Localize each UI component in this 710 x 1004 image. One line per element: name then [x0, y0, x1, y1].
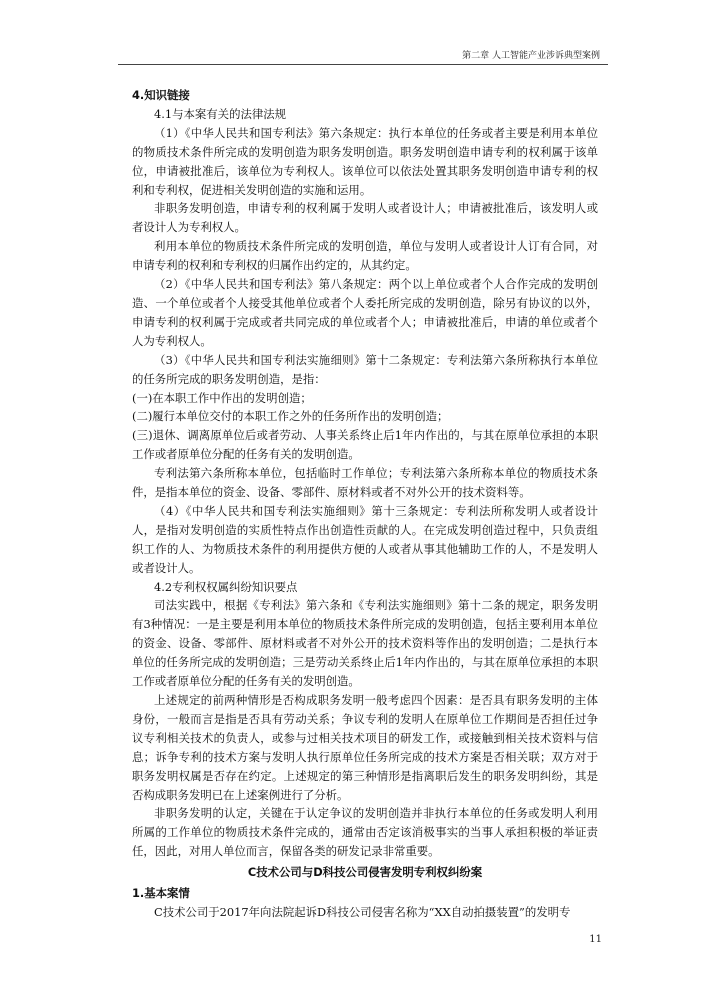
document-body	[132, 84, 598, 922]
paragraph-judicial-practice: 司法实践中，根据《专利法》第六条和《专利法实施细则》第十二条的规定，职务发明有3种情况：一是主要是利用本单位的物质技术条件所完成的发明创造，包括主要利用本单位的资金、设备、零部件、原材料或者不对外公开的技术资料等作出的发明创造；二是执行本单位的任务所完成的发明创造；三是劳动关系终止后1年内作出的，与其在原单位承担的本职工作或者原单位分配的任务有关的发明创造。	[132, 598, 598, 689]
section-heading-knowledge-link: 4.知识链接	[132, 88, 190, 102]
case-title: C技术公司与D科技公司侵害发明专利权纠纷案	[247, 865, 483, 880]
paragraph-unit-definition: 专利法第六条所称本单位，包括临时工作单位；专利法第六条所称本单位的物质技术条件，是指本单位的资金、设备、零部件、原材料或者不对外公开的技术资料等。	[132, 466, 598, 500]
running-header: 第二章 人工智能产业涉诉典型案例	[462, 51, 600, 61]
list-item-1: (一)在本职工作中作出的发明创造；	[132, 390, 312, 405]
paragraph-non-service-determination: 非职务发明的认定，关键在于认定争议的发明创造并非执行本单位的任务或发明人利用所属的工作单位的物质技术条件完成的，通常由否定该消极事实的当事人承担积极的举证责任，因此，对用人单位而言，保留各类的研发记录非常重要。	[132, 806, 598, 859]
list-item-2: (二)履行本单位交付的本职工作之外的任务所作出的发明创造；	[132, 409, 449, 424]
paragraph-case-intro: C技术公司于2017年向法院起诉D科技公司侵害名称为“XX自动拍摄装置”的发明专	[154, 904, 571, 919]
paragraph-rules-article-13: （4）《中华人民共和国专利法实施细则》第十三条规定：专利法所称发明人或者设计人，是指对发明创造的实质性特点作出创造性贡献的人。在完成发明创造过程中，只负责组织工作的人、为物质技术条件的利用提供方便的人或者从事其他辅助工作的人，不是发明人或者设计人。	[132, 503, 598, 575]
paragraph-patent-law-article-8: （2）《中华人民共和国专利法》第八条规定：两个以上单位或者个人合作完成的发明创造、一个单位或者个人接受其他单位或者个人委托所完成的发明创造，除另有协议的以外，申请专利的权利属于完成或者共同完成的单位或者个人；申请被批准后，申请的单位或者个人为专利权人。	[132, 277, 598, 348]
paragraph-contract-agreement: 利用本单位的物质技术条件所完成的发明创造，单位与发明人或者设计人订有合同，对申请专利的权利和专利权的归属作出约定的，从其约定。	[132, 239, 598, 273]
header-divider	[118, 64, 608, 65]
paragraph-four-factors: 上述规定的前两种情形是否构成职务发明一般考虑四个因素：是否具有职务发明的主体身份，一般而言是指是否具有劳动关系；争议专利的发明人在原单位工作期间是否担任过争议专利相关技术的负责人，或参与过相关技术项目的研发工作，或接触到相关技术资料与信息；诉争专利的技术方案与发明人执行原单位任务所完成的技术方案是否相关联；双方对于职务发明权属是否存在约定。上述规定的第三种情形是指离职后发生的职务发明纠纷，其是否构成职务发明已在上述案例进行了分析。	[132, 693, 598, 802]
page-number: 11	[589, 934, 602, 945]
subsection-heading-key-points: 4.2专利权权属纠纷知识要点	[154, 579, 298, 594]
paragraph-non-service-invention: 非职务发明创造，申请专利的权利属于发明人或者设计人；申请被批准后，该发明人或者设计人为专利权人。	[132, 201, 598, 235]
subsection-heading-laws: 4.1与本案有关的法律法规	[154, 106, 287, 121]
paragraph-patent-law-article-6: （1）《中华人民共和国专利法》第六条规定：执行本单位的任务或者主要是利用本单位的物质技术条件所完成的发明创造为职务发明创造。职务发明创造申请专利的权利属于该单位，申请被批准后，该单位为专利权人。该单位可以依法处置其职务发明创造申请专利的权利和专利权，促进相关发明创造的实施和运用。	[132, 125, 598, 197]
paragraph-rules-article-12: （3）《中华人民共和国专利法实施细则》第十二条规定：专利法第六条所称执行本单位的任务所完成的职务发明创造，是指：	[132, 352, 598, 386]
list-item-3: (三)退休、调离原单位后或者劳动、人事关系终止后1年内作出的，与其在原单位承担的本职工作或者原单位分配的任务有关的发明创造。	[132, 428, 598, 462]
section-heading-basic-facts: 1.基本案情	[132, 886, 190, 901]
